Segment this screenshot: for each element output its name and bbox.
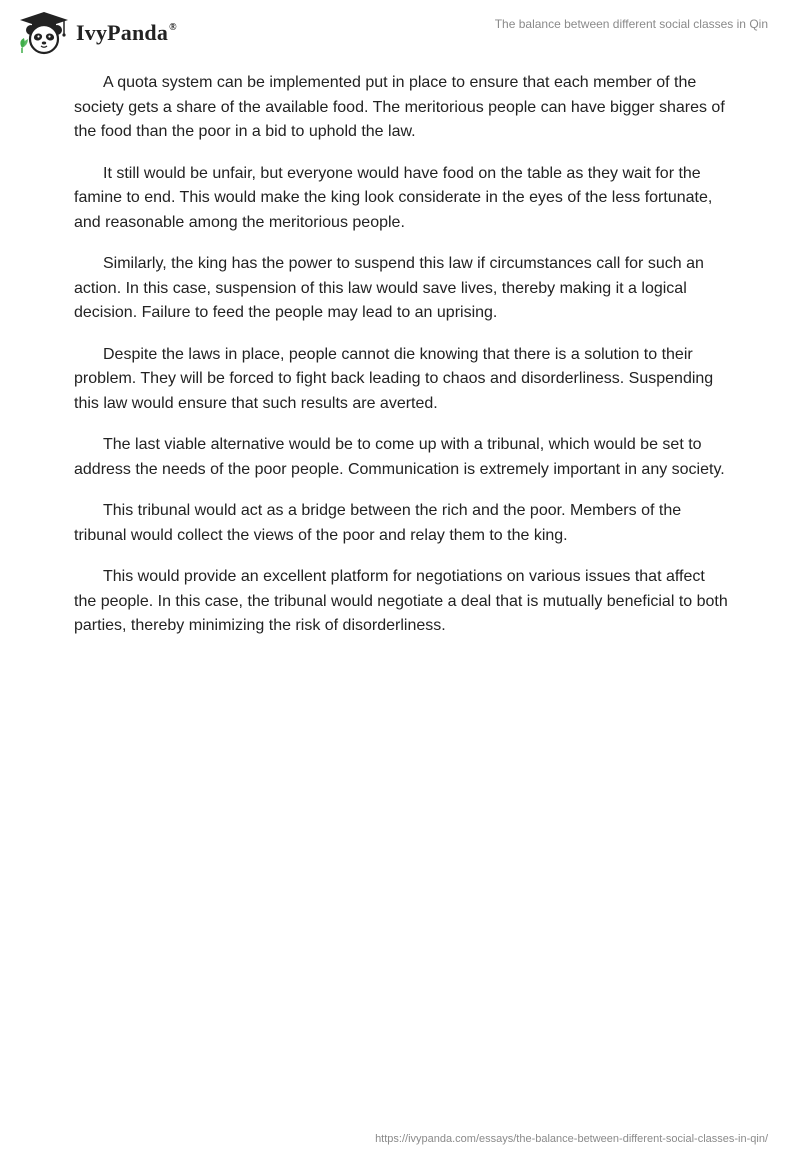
paragraph: The last viable alternative would be to come up with a tribunal, which would be set to address the needs of the poor people. Communication is extremely important in any society. (74, 436, 725, 478)
running-title: The balance between different social classes in Qin (494, 17, 768, 31)
paragraph: Similarly, the king has the power to suspend this law if circumstances call for such an action. In this case, suspension of this law would save lives, thereby making it a logical decision. Failure to feed the people may lead to an uprising. (74, 255, 704, 321)
source-url[interactable]: https://ivypanda.com/essays/the-balance-between-different-social-classes-in-qin/ (375, 1133, 768, 1145)
paragraph: This would provide an excellent platform for negotiations on various issues that affect the people. In this case, the tribunal would negotiate a deal that is mutually beneficial to both parties, thereby minimizing the risk of disorderliness. (74, 568, 728, 634)
brand-name: IvyPanda® (76, 20, 177, 45)
registered-mark: ® (169, 21, 177, 33)
panda-graduate-logo-icon (16, 8, 72, 56)
paragraph: Despite the laws in place, people cannot die knowing that there is a solution to their problem. They will be forced to fight back leading to chaos and disorderliness. Suspending this law would ensure that such results are averted. (74, 345, 714, 412)
essay-body (74, 71, 730, 656)
page-header (0, 0, 800, 60)
paragraph: A quota system can be implemented put in place to ensure that each member of the society gets a share of the available food. The meritorious people can have bigger shares of the food than the poor in a bid to uphold the law. (74, 74, 725, 140)
paragraph: It still would be unfair, but everyone would have food on the table as they wait for the famine to end. This would make the king look considerate in the eyes of the less fortunate, and reasonable among the meritorious people. (74, 164, 713, 231)
ivypanda-logo[interactable] (16, 8, 177, 56)
paragraph: This tribunal would act as a bridge between the rich and the poor. Members of the tribunal would collect the views of the poor and relay them to the king. (74, 502, 682, 544)
